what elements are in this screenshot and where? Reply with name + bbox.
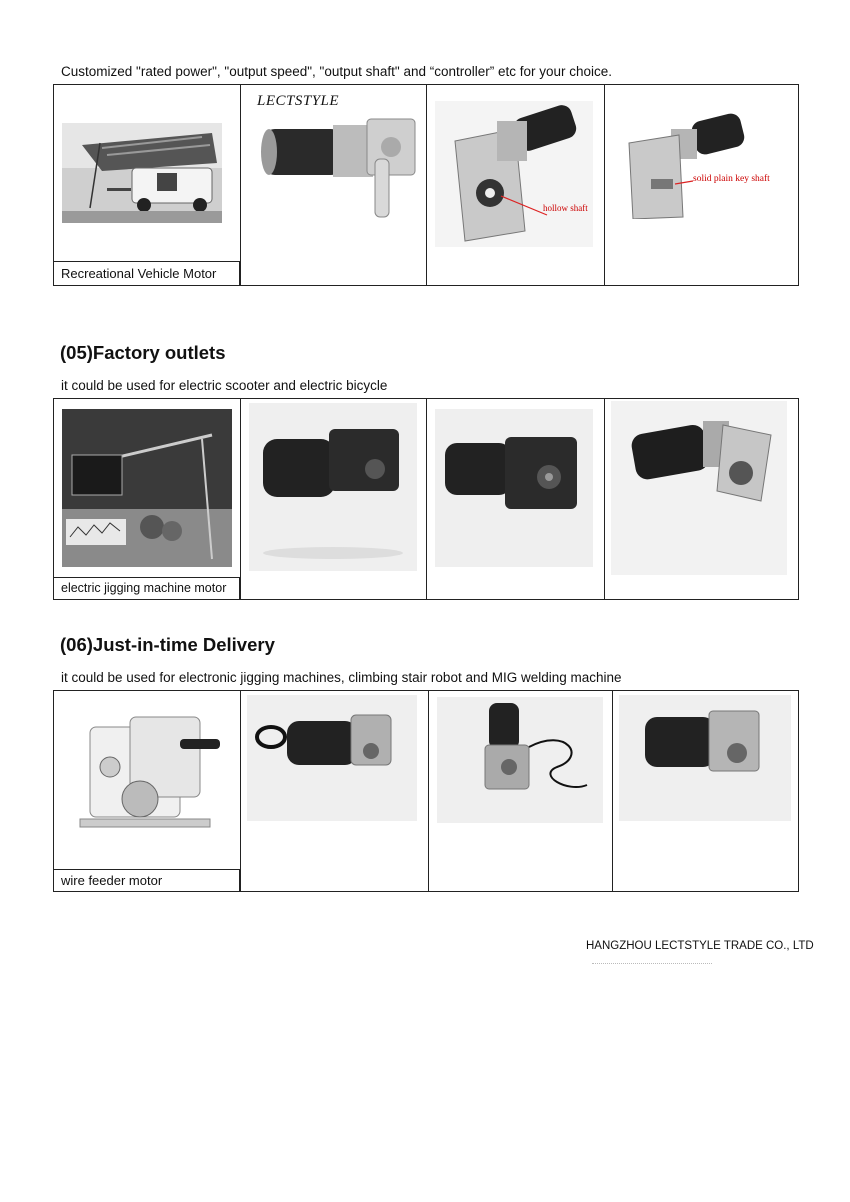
- table-cell-wf-2: [240, 691, 429, 891]
- footer-divider: [592, 963, 712, 968]
- table-cell-wf-3: [428, 691, 613, 891]
- table-cell-jig-3: [426, 399, 605, 599]
- gear-motor-photo-5: [437, 697, 603, 823]
- product-table-jigging: [53, 398, 799, 600]
- caption-cell-wire-feeder: [54, 869, 240, 891]
- table-cell-2: [240, 85, 427, 285]
- section-heading-jit-delivery: (06)Just-in-time Delivery: [60, 634, 275, 655]
- gear-motor-photo-1: [255, 111, 425, 221]
- caption-wire-feeder: wire feeder motor: [61, 873, 163, 888]
- gear-motor-photo-6: [619, 695, 791, 821]
- rv-awning-photo: [62, 123, 222, 223]
- caption-cell-jigging: [54, 577, 240, 599]
- caption-rv: Recreational Vehicle Motor: [61, 266, 217, 281]
- section-subtitle-jit-delivery: it could be used for electronic jigging machines, climbing stair robot and MIG welding machine: [61, 670, 622, 685]
- gear-motor-photo-3: [435, 409, 593, 567]
- table-cell-jig-2: [240, 399, 427, 599]
- table-cell-jig-4: [604, 399, 799, 599]
- hollow-shaft-label: hollow shaft: [543, 203, 588, 213]
- product-table-wire-feeder: [53, 690, 799, 892]
- hollow-shaft-motor-photo: [435, 101, 593, 247]
- key-shaft-motor-photo: [623, 109, 753, 219]
- table-cell-3: [426, 85, 605, 285]
- product-table-rv: [53, 84, 799, 286]
- key-shaft-label: solid plain key shaft: [693, 174, 770, 184]
- worm-gear-motor-photo: [611, 401, 787, 575]
- brand-logo: LECTSTYLE: [257, 93, 340, 109]
- gear-motor-photo-2: [249, 403, 417, 571]
- table-cell-wf-4: [612, 691, 799, 891]
- intro-text: Customized "rated power", "output speed", "output shaft" and “controller” etc for your choice.: [61, 64, 613, 79]
- caption-cell-rv: [54, 261, 240, 285]
- jigging-machine-photo: [62, 409, 232, 567]
- caption-jigging: electric jigging machine motor: [61, 581, 227, 595]
- footer-company: HANGZHOU LECTSTYLE TRADE CO., LTD: [586, 940, 814, 952]
- section-subtitle-factory-outlets: it could be used for electric scooter and electric bicycle: [61, 378, 388, 393]
- table-cell-4: [604, 85, 799, 285]
- gear-motor-photo-4: [247, 695, 417, 821]
- section-heading-factory-outlets: (05)Factory outlets: [60, 342, 226, 363]
- wire-feeder-photo: [70, 707, 226, 837]
